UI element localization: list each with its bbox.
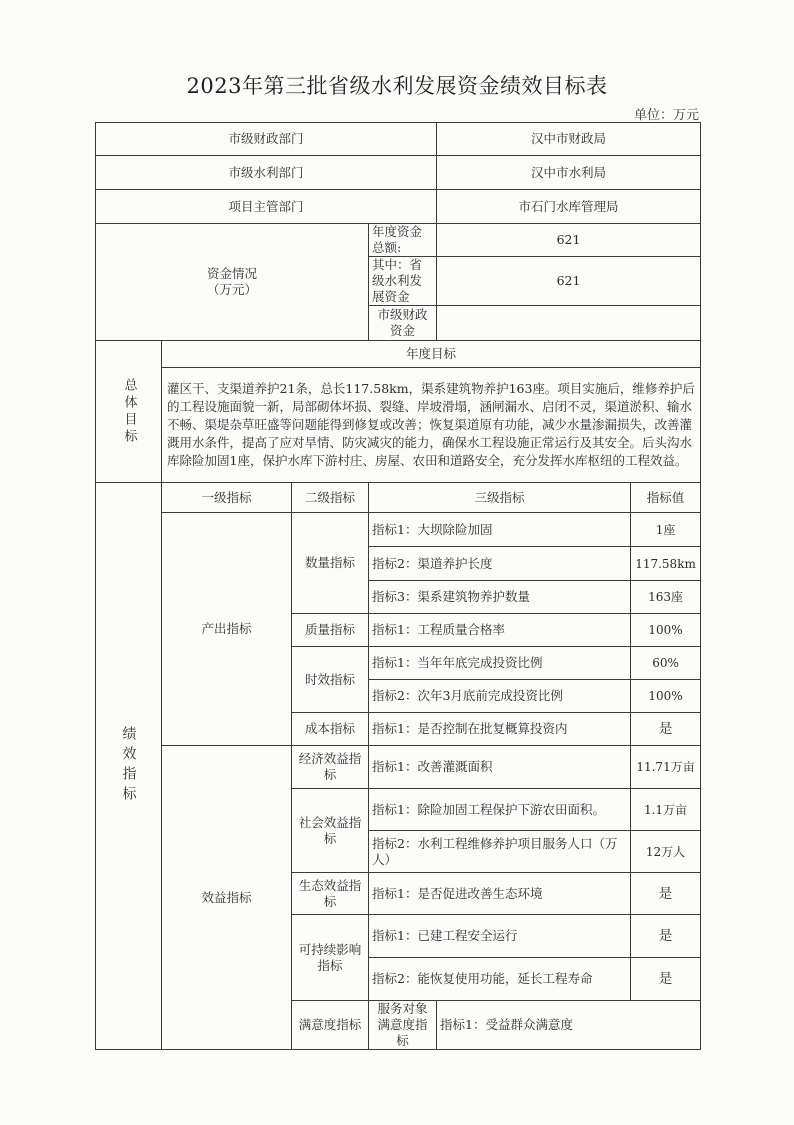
- value-protected-farmland: 1.1万亩: [631, 789, 701, 831]
- value-quality-rate: 100%: [631, 614, 701, 647]
- value-ecology: 是: [631, 873, 701, 915]
- funding-city-value: [437, 306, 701, 341]
- value-safe-operation: 是: [631, 915, 701, 958]
- indicator-service-population: 指标2：水利工程维修养护项目服务人口（万人）: [369, 831, 631, 873]
- col-level3-header: 三级指标: [369, 483, 631, 513]
- col-level2-header: 二级指标: [292, 483, 369, 513]
- overall-goal-label: 总体目标: [96, 341, 162, 483]
- indicator-channel-length: 指标2：渠道养护长度: [369, 547, 631, 581]
- indicator-dam-reinforcement: 指标1：大坝除险加固: [369, 513, 631, 547]
- annual-goal-header: 年度目标: [162, 341, 701, 368]
- funding-total-label: 年度资金总额:: [369, 224, 437, 257]
- funding-label: 资金情况 （万元）: [96, 224, 369, 341]
- value-dam-reinforcement: 1座: [631, 513, 701, 547]
- indicator-safe-operation: 指标1：已建工程安全运行: [369, 915, 631, 958]
- satisfaction-indicators: 满意度指标: [292, 1001, 369, 1050]
- project-dept-label: 项目主管部门: [96, 190, 437, 224]
- value-service-population: 12万人: [631, 831, 701, 873]
- benefit-indicators: 效益指标: [162, 746, 292, 1050]
- social-benefit-indicators: 社会效益指标: [292, 789, 369, 873]
- timeliness-indicators: 时效指标: [292, 647, 369, 713]
- indicator-quality-rate: 指标1：工程质量合格率: [369, 614, 631, 647]
- indicator-lifespan: 指标2：能恢复使用功能，延长工程寿命: [369, 958, 631, 1001]
- finance-dept-label: 市级财政部门: [96, 123, 437, 156]
- annual-goal-text: 灌区干、支渠道养护21条，总长117.58km，渠系建筑物养护163座。项目实施后，维修养护后的工程设施面貌一新，局部砌体坏损、裂缝、岸坡滑塌，涵闸漏水、启闭不灵，渠道淤积、输水不畅、渠堤杂草旺盛等问题能得到修复或改善；恢复渠道原有功能，减少水量渗漏损失，改善灌溉用水条件，提高了应对旱情、防灾减灾的能力，确保水工程设施正常运行及其安全。后头沟水库除险加固1座，保护水库下游村庄、房屋、农田和道路安全，充分发挥水库枢纽的工程效益。: [162, 368, 701, 483]
- economic-benefit-indicators: 经济效益指标: [292, 746, 369, 789]
- performance-target-table: [95, 122, 701, 1050]
- col-level1-header: 一级指标: [162, 483, 292, 513]
- funding-provincial-value: 621: [437, 257, 701, 306]
- indicator-structure-count: 指标3：渠系建筑物养护数量: [369, 581, 631, 614]
- value-lifespan: 是: [631, 958, 701, 1001]
- water-dept-value: 汉中市水利局: [437, 156, 701, 190]
- indicator-year-end-investment: 指标1：当年年底完成投资比例: [369, 647, 631, 680]
- cost-indicators: 成本指标: [292, 713, 369, 746]
- quantity-indicators: 数量指标: [292, 513, 369, 614]
- indicator-public-satisfaction: 指标1：受益群众满意度: [437, 1001, 701, 1050]
- value-budget-control: 是: [631, 713, 701, 746]
- document-title: 2023年第三批省级水利发展资金绩效目标表: [186, 74, 608, 98]
- output-indicators: 产出指标: [162, 513, 292, 746]
- indicator-protected-farmland: 指标1：除险加固工程保护下游农田面积。: [369, 789, 631, 831]
- value-march-investment: 100%: [631, 680, 701, 713]
- ecological-benefit-indicators: 生态效益指标: [292, 873, 369, 915]
- col-value-header: 指标值: [631, 483, 701, 513]
- indicator-irrigation-area: 指标1：改善灌溉面积: [369, 746, 631, 789]
- sustainability-indicators: 可持续影响指标: [292, 915, 369, 1001]
- value-structure-count: 163座: [631, 581, 701, 614]
- value-irrigation-area: 11.71万亩: [631, 746, 701, 789]
- water-dept-label: 市级水利部门: [96, 156, 437, 190]
- project-dept-value: 市石门水库管理局: [437, 190, 701, 224]
- service-satisfaction-indicators: 服务对象满意度指标: [369, 1001, 437, 1050]
- quality-indicators: 质量指标: [292, 614, 369, 647]
- indicator-ecology: 指标1：是否促进改善生态环境: [369, 873, 631, 915]
- value-year-end-investment: 60%: [631, 647, 701, 680]
- funding-city-label: 市级财政资金: [369, 306, 437, 341]
- funding-provincial-label: 其中：省级水利发展资金: [369, 257, 437, 306]
- unit-label: 单位：万元: [633, 108, 699, 123]
- funding-total-value: 621: [437, 224, 701, 257]
- finance-dept-value: 汉中市财政局: [437, 123, 701, 156]
- indicator-budget-control: 指标1：是否控制在批复概算投资内: [369, 713, 631, 746]
- performance-indicators-label: 绩效指标: [96, 483, 162, 1050]
- value-channel-length: 117.58km: [631, 547, 701, 581]
- indicator-march-investment: 指标2：次年3月底前完成投资比例: [369, 680, 631, 713]
